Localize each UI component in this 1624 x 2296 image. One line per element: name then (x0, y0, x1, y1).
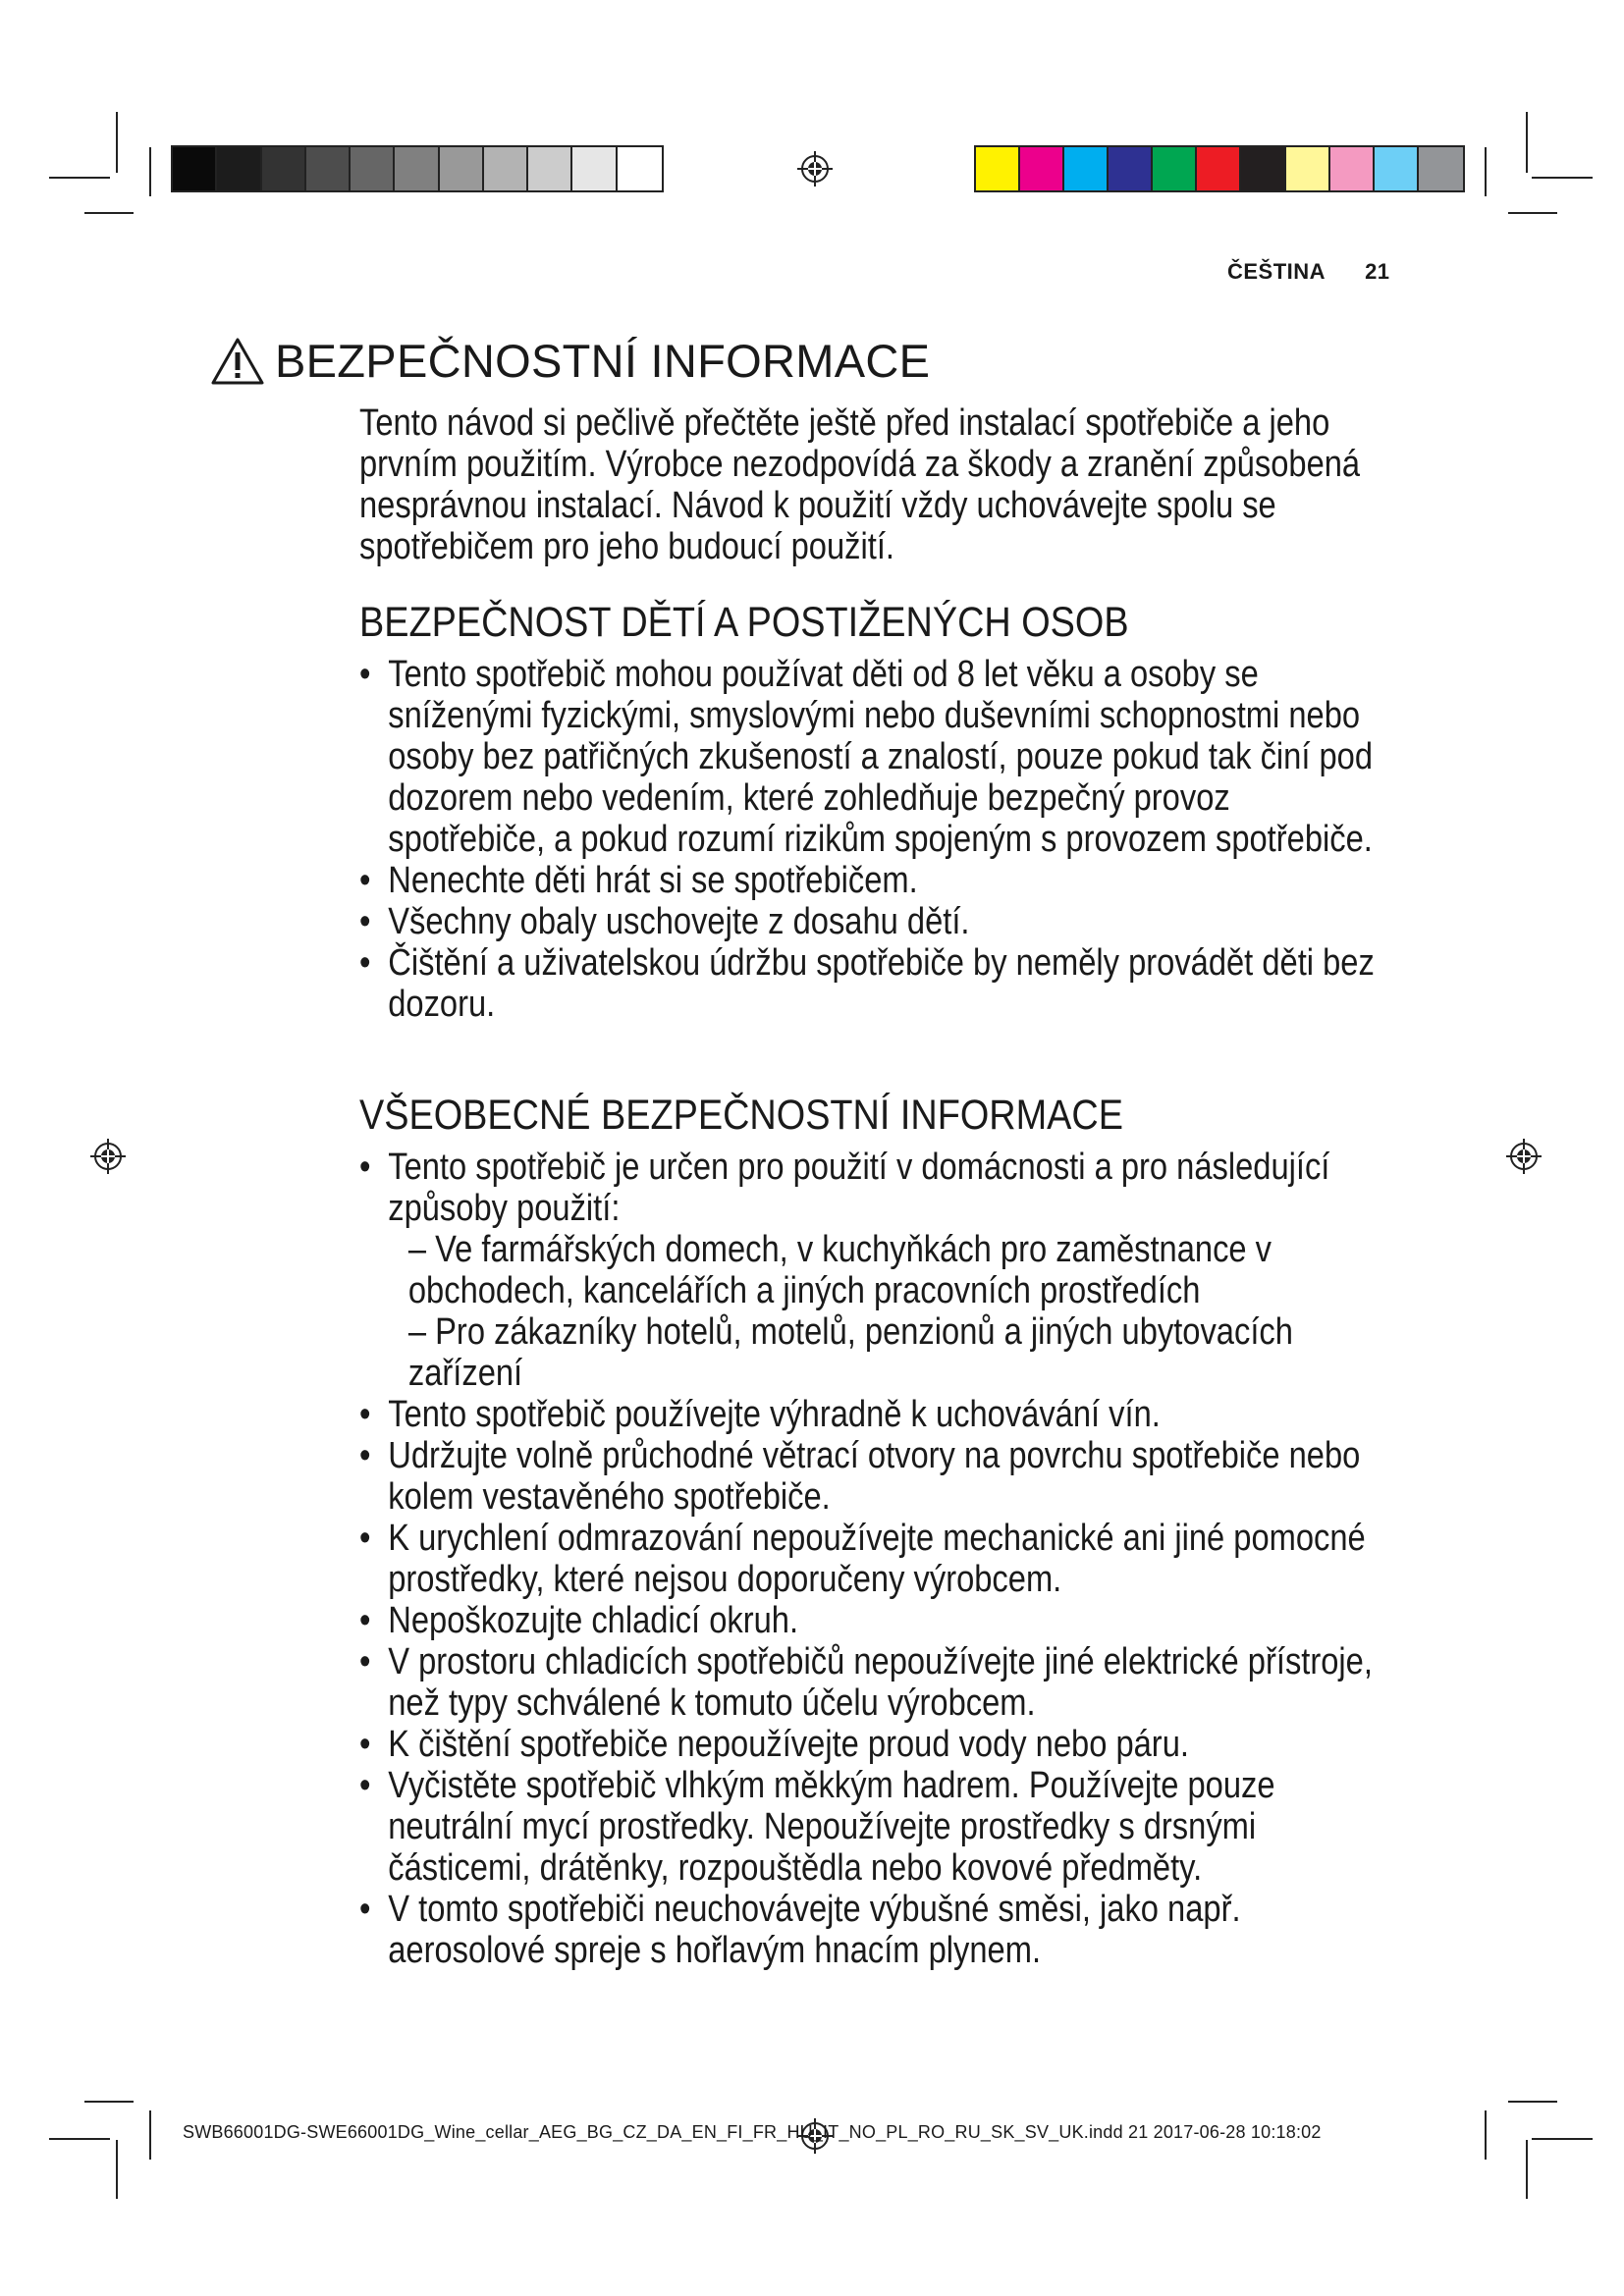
list-item: • V tomto spotřebiči neuchovávejte výbušné směsi, jako např. aerosolové spreje s hořlavým hnacím plynem. (359, 1889, 1389, 1971)
registration-mark-right-icon (1504, 1137, 1543, 1176)
color-swatch (1375, 147, 1419, 190)
crop-mark-bottom-left-h2 (84, 2101, 134, 2103)
color-swatch (976, 147, 1020, 190)
list-item: • K urychlení odmrazování nepoužívejte mechanické ani jiné pomocné prostředky, které nejsou doporučeny výrobcem. (359, 1518, 1389, 1600)
color-swatch (572, 147, 617, 190)
page-title-text: BEZPEČNOSTNÍ INFORMACE (275, 335, 931, 387)
crop-mark-top-left-v2 (149, 147, 151, 196)
color-swatch (217, 147, 261, 190)
crop-mark-top-left-h (49, 177, 110, 179)
color-swatch (1020, 147, 1064, 190)
list-item: • Čištění a uživatelskou údržbu spotřebiče by neměly provádět děti bez dozoru. (359, 942, 1389, 1025)
color-swatch (173, 147, 217, 190)
grayscale-bar (171, 145, 664, 192)
page-number: 21 (1365, 259, 1390, 284)
list-subitem: – Pro zákazníky hotelů, motelů, penzionů a jiných ubytovacích zařízení (407, 1311, 1293, 1394)
color-swatch (351, 147, 395, 190)
section-children-list (359, 654, 1389, 1025)
list-subitem: – Ve farmářských domech, v kuchyňkách pro zaměstnance v obchodech, kancelářích a jiných pracovních prostředích (407, 1229, 1272, 1311)
crop-mark-bottom-right-h2 (1508, 2101, 1557, 2103)
crop-mark-top-right-v2 (1485, 147, 1487, 196)
color-swatch (1241, 147, 1285, 190)
crop-mark-top-right-v (1526, 112, 1528, 173)
crop-mark-bottom-left-h (49, 2138, 110, 2140)
list-item: • Tento spotřebič mohou používat děti od 8 let věku a osoby se sníženými fyzickými, smyslovými nebo duševními schopnostmi nebo osoby bez patřičných zkušeností a znalostí, pouze pokud tak činí pod dozorem nebo vedením, které zohledňuje bezpečný provoz spotřebiče, a pokud rozumí rizikům spojeným s provozem spotřebiče. (359, 654, 1389, 860)
page-title (210, 334, 930, 388)
color-swatch (1153, 147, 1197, 190)
crop-mark-top-right-h (1532, 177, 1593, 179)
intro-paragraph: Tento návod si pečlivě přečtěte ještě před instalací spotřebiče a jeho prvním použitím. Výrobce nezodpovídá za škody a zranění způsobená nesprávnou instalací. Návod k použití vždy uchovávejte spolu se spotřebičem pro jeho budoucí použití. (359, 402, 1361, 567)
registration-mark-left-icon (88, 1137, 128, 1176)
list-item: • Udržujte volně průchodné větrací otvory na povrchu spotřebiče nebo kolem vestavěného spotřebiče. (359, 1435, 1389, 1518)
list-item: • Nepoškozujte chladicí okruh. (359, 1600, 1389, 1641)
list-item: • Tento spotřebič používejte výhradně k uchovávání vín. (359, 1394, 1389, 1435)
list-item: • V prostoru chladicích spotřebičů nepoužívejte jiné elektrické přístroje, než typy schválené k tomuto účelu výrobcem. (359, 1641, 1389, 1724)
color-swatch (1064, 147, 1109, 190)
section-general-list (359, 1147, 1389, 1971)
list-item: • Vyčistěte spotřebič vlhkým měkkým hadrem. Používejte pouze neutrální mycí prostředky. Nepoužívejte prostředky s drsnými částicemi, drátěnky, rozpouštědla nebo kovové předměty. (359, 1765, 1389, 1889)
color-swatch (484, 147, 528, 190)
file-slug: SWB66001DG-SWE66001DG_Wine_cellar_AEG_BG_CZ_DA_EN_FI_FR_HU_IT_NO_PL_RO_RU_SK_SV_UK.indd 21 2017-06-28 10:18:02 (183, 2122, 1322, 2142)
color-swatch (618, 147, 662, 190)
color-swatch (306, 147, 351, 190)
color-swatch (262, 147, 306, 190)
color-swatch (528, 147, 572, 190)
crop-mark-bottom-left-v (116, 2140, 118, 2199)
crop-mark-bottom-right-v2 (1485, 2110, 1487, 2160)
color-swatch (1286, 147, 1330, 190)
running-head-language: ČEŠTINA (1227, 259, 1326, 284)
list-item: • Nenechte děti hrát si se spotřebičem. (359, 860, 1389, 901)
crop-mark-bottom-right-v (1526, 2140, 1528, 2199)
color-swatch (395, 147, 439, 190)
list-item: • Všechny obaly uschovejte z dosahu dětí. (359, 901, 1389, 942)
list-item: • Tento spotřebič je určen pro použití v domácnosti a pro následující způsoby použití: (359, 1147, 1389, 1229)
running-head (1227, 259, 1390, 285)
color-swatch (440, 147, 484, 190)
crop-mark-top-left-v (116, 112, 118, 173)
color-swatch (1109, 147, 1153, 190)
registration-mark-top-icon (795, 149, 835, 188)
section-heading-general: VŠEOBECNÉ BEZPEČNOSTNÍ INFORMACE (359, 1092, 1123, 1139)
color-swatch (1330, 147, 1375, 190)
process-color-bar (974, 145, 1465, 192)
color-swatch (1197, 147, 1241, 190)
crop-mark-bottom-right-h (1532, 2138, 1593, 2140)
warning-icon (210, 336, 265, 387)
crop-mark-bottom-left-v2 (149, 2110, 151, 2160)
crop-mark-top-right-h2 (1508, 212, 1557, 214)
crop-mark-top-left-h2 (84, 212, 134, 214)
color-swatch (1419, 147, 1463, 190)
section-heading-children: BEZPEČNOST DĚTÍ A POSTIŽENÝCH OSOB (359, 599, 1129, 646)
list-item: • K čištění spotřebiče nepoužívejte proud vody nebo páru. (359, 1724, 1389, 1765)
